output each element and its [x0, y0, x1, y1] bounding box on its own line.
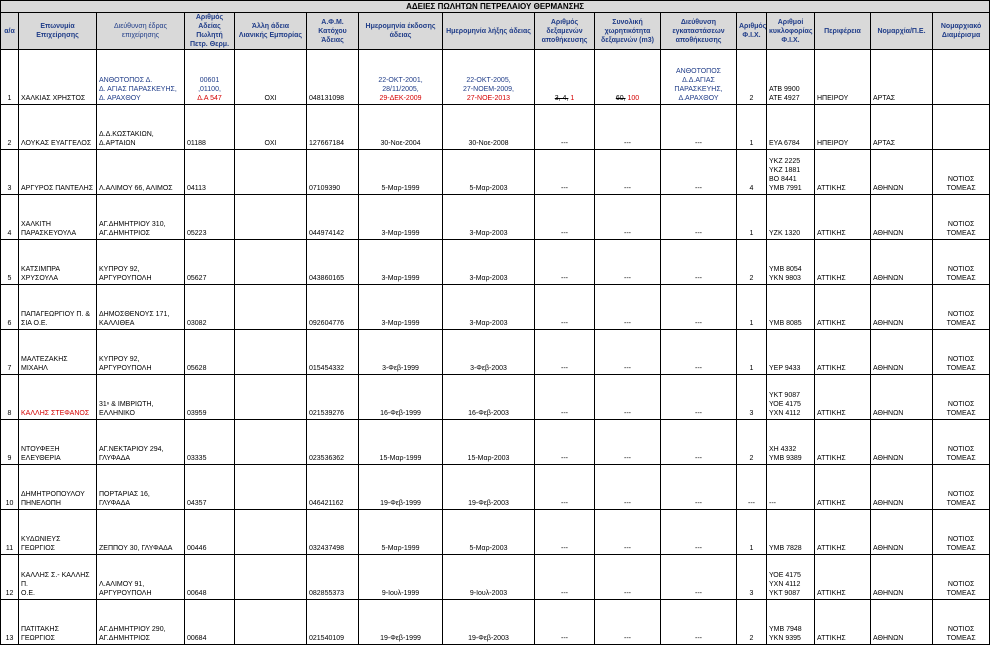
- header-cell: α/α: [1, 13, 19, 50]
- issue-date: 3-Μαρ-1999: [359, 240, 443, 285]
- license-number: 00601 ,01100, Δ.Α 547: [185, 50, 235, 105]
- company-name: ΠΑΤΙΤΑΚΗΣ ΓΕΩΡΓΙΟΣ: [19, 600, 97, 645]
- afm: 023536362: [307, 420, 359, 465]
- company-address: ΑΓ.ΝΕΚΤΑΡΙΟΥ 294, ΓΛΥΦΑΔΑ: [97, 420, 185, 465]
- row-number: 2: [1, 105, 19, 150]
- tanks-count: ---: [535, 105, 595, 150]
- license-number: 03335: [185, 420, 235, 465]
- fix-plates: ΑΤΒ 9900 ΑΤΕ 4927: [767, 50, 815, 105]
- fix-count: 1: [737, 285, 767, 330]
- region: ΑΤΤΙΚΗΣ: [815, 420, 871, 465]
- fix-plates: ΥΟΕ 4175 ΥΧΝ 4112 ΥΚΤ 9087: [767, 555, 815, 600]
- fix-plates: ΥΖΚ 1320: [767, 195, 815, 240]
- company-name: ΚΥΔΩΝΙΕΥΣ ΓΕΩΡΓΙΟΣ: [19, 510, 97, 555]
- facility-address: ---: [661, 285, 737, 330]
- region: ΑΤΤΙΚΗΣ: [815, 600, 871, 645]
- header-cell: Αριθμός δεξαμενών αποθήκευσης: [535, 13, 595, 50]
- company-name: ΚΑΤΣΙΜΠΡΑ ΧΡΥΣΟΥΛΑ: [19, 240, 97, 285]
- tank-capacity: ---: [595, 375, 661, 420]
- issue-date: 30-Νοε-2004: [359, 105, 443, 150]
- fix-count: 3: [737, 555, 767, 600]
- district: ΝΟΤΙΟΣ ΤΟΜΕΑΣ: [933, 510, 990, 555]
- issue-date: 15-Μαρ-1999: [359, 420, 443, 465]
- expiry-date: 5-Μαρ-2003: [443, 150, 535, 195]
- fix-plates: ΥΜΒ 8054 ΥΚΝ 9803: [767, 240, 815, 285]
- license-number: 00446: [185, 510, 235, 555]
- company-name: ΔΗΜΗΤΡΟΠΟΥΛΟΥ ΠΗΝΕΛΟΠΗ: [19, 465, 97, 510]
- district: ΝΟΤΙΟΣ ΤΟΜΕΑΣ: [933, 555, 990, 600]
- fix-count: 2: [737, 50, 767, 105]
- table-row: [1, 105, 990, 150]
- fix-count: 1: [737, 195, 767, 240]
- expiry-date: 19-Φεβ-2003: [443, 600, 535, 645]
- fix-count: 2: [737, 420, 767, 465]
- facility-address: ---: [661, 105, 737, 150]
- license-number: 05627: [185, 240, 235, 285]
- tank-capacity: ---: [595, 555, 661, 600]
- license-number: 01188: [185, 105, 235, 150]
- other-license: [235, 240, 307, 285]
- prefecture: ΑΘΗΝΩΝ: [871, 285, 933, 330]
- issue-date: 3-Φεβ-1999: [359, 330, 443, 375]
- fix-count: 1: [737, 105, 767, 150]
- afm: 021539276: [307, 375, 359, 420]
- tanks-count: ---: [535, 240, 595, 285]
- prefecture: ΑΘΗΝΩΝ: [871, 555, 933, 600]
- other-license: [235, 555, 307, 600]
- issue-date: 3-Μαρ-1999: [359, 195, 443, 240]
- table-row: [1, 465, 990, 510]
- company-name: ΧΑΛΚΙΤΗ ΠΑΡΑΣΚΕΥΟΥΛΑ: [19, 195, 97, 240]
- region: ΑΤΤΙΚΗΣ: [815, 375, 871, 420]
- region: ΑΤΤΙΚΗΣ: [815, 150, 871, 195]
- row-number: 13: [1, 600, 19, 645]
- other-license: [235, 330, 307, 375]
- header-row: [1, 13, 990, 50]
- issue-date: 3-Μαρ-1999: [359, 285, 443, 330]
- issue-date: 16-Φεβ-1999: [359, 375, 443, 420]
- header-cell: Συνολική χωρητικότητα δεξαμενών (m3): [595, 13, 661, 50]
- row-number: 8: [1, 375, 19, 420]
- other-license: [235, 465, 307, 510]
- prefecture: ΑΘΗΝΩΝ: [871, 510, 933, 555]
- license-number: 00648: [185, 555, 235, 600]
- header-cell: Αριθμός Φ.Ι.Χ.: [737, 13, 767, 50]
- prefecture: ΑΡΤΑΣ: [871, 105, 933, 150]
- tank-capacity: ---: [595, 420, 661, 465]
- company-name: ΚΑΛΛΗΣ ΣΤΕΦΑΝΟΣ: [19, 375, 97, 420]
- header-cell: Επωνυμία Επιχείρησης: [19, 13, 97, 50]
- header-cell: Διεύθυνση έδρας επιχείρησης: [97, 13, 185, 50]
- table-row: [1, 510, 990, 555]
- other-license: [235, 195, 307, 240]
- afm: 043860165: [307, 240, 359, 285]
- other-license: [235, 510, 307, 555]
- fix-count: 2: [737, 240, 767, 285]
- table-row: [1, 375, 990, 420]
- issue-date: 19-Φεβ-1999: [359, 465, 443, 510]
- facility-address: ---: [661, 510, 737, 555]
- district: ΝΟΤΙΟΣ ΤΟΜΕΑΣ: [933, 375, 990, 420]
- prefecture: ΑΘΗΝΩΝ: [871, 420, 933, 465]
- afm: 082855373: [307, 555, 359, 600]
- prefecture: ΑΘΗΝΩΝ: [871, 240, 933, 285]
- expiry-date: 15-Μαρ-2003: [443, 420, 535, 465]
- tanks-count: ---: [535, 375, 595, 420]
- facility-address: ---: [661, 195, 737, 240]
- expiry-date: 22-ΟΚΤ-2005, 27-ΝΟΕΜ-2009, 27-ΝΟΕ-2013: [443, 50, 535, 105]
- afm: 021540109: [307, 600, 359, 645]
- row-number: 5: [1, 240, 19, 285]
- expiry-date: 16-Φεβ-2003: [443, 375, 535, 420]
- license-number: 05628: [185, 330, 235, 375]
- district: ΝΟΤΙΟΣ ΤΟΜΕΑΣ: [933, 240, 990, 285]
- fix-count: 2: [737, 600, 767, 645]
- facility-address: ---: [661, 420, 737, 465]
- license-number: 04113: [185, 150, 235, 195]
- prefecture: ΑΘΗΝΩΝ: [871, 330, 933, 375]
- tank-capacity: 60, 100: [595, 50, 661, 105]
- company-name: ΚΑΛΛΗΣ Σ.- ΚΑΛΛΗΣ Π. Ο.Ε.: [19, 555, 97, 600]
- district: ΝΟΤΙΟΣ ΤΟΜΕΑΣ: [933, 195, 990, 240]
- expiry-date: 30-Νοε-2008: [443, 105, 535, 150]
- region: ΑΤΤΙΚΗΣ: [815, 465, 871, 510]
- tanks-count: 3, 4, 1: [535, 50, 595, 105]
- row-number: 3: [1, 150, 19, 195]
- company-name: ΝΤΟΥΦΕΞΗ ΕΛΕΥΘΕΡΙΑ: [19, 420, 97, 465]
- region: ΑΤΤΙΚΗΣ: [815, 285, 871, 330]
- company-address: 31ⁿ & ΙΜΒΡΙΩΤΗ, ΕΛΛΗΝΙΚΟ: [97, 375, 185, 420]
- fix-plates: ΥΚΖ 2225 ΥΚΖ 1881 ΒΟ 8441 ΥΜΒ 7991: [767, 150, 815, 195]
- tanks-count: ---: [535, 285, 595, 330]
- region: ΗΠΕΙΡΟΥ: [815, 105, 871, 150]
- fix-plates: ΕΥΑ 6784: [767, 105, 815, 150]
- expiry-date: 19-Φεβ-2003: [443, 465, 535, 510]
- afm: 044974142: [307, 195, 359, 240]
- tank-capacity: ---: [595, 510, 661, 555]
- row-number: 4: [1, 195, 19, 240]
- fix-plates: ΥΜΒ 7948 ΥΚΝ 9395: [767, 600, 815, 645]
- tanks-count: ---: [535, 555, 595, 600]
- district: ΝΟΤΙΟΣ ΤΟΜΕΑΣ: [933, 600, 990, 645]
- prefecture: ΑΘΗΝΩΝ: [871, 600, 933, 645]
- district: ΝΟΤΙΟΣ ΤΟΜΕΑΣ: [933, 420, 990, 465]
- license-number: 03959: [185, 375, 235, 420]
- expiry-date: 5-Μαρ-2003: [443, 510, 535, 555]
- district: ΝΟΤΙΟΣ ΤΟΜΕΑΣ: [933, 465, 990, 510]
- company-name: ΠΑΠΑΓΕΩΡΓΙΟΥ Π. & ΣΙΑ Ο.Ε.: [19, 285, 97, 330]
- fix-count: 1: [737, 330, 767, 375]
- table-row: [1, 285, 990, 330]
- fix-plates: ΥΚΤ 9087 ΥΟΕ 4175 ΥΧΝ 4112: [767, 375, 815, 420]
- tank-capacity: ---: [595, 150, 661, 195]
- header-cell: Ημερομηνία λήξης άδειας: [443, 13, 535, 50]
- afm: 015454332: [307, 330, 359, 375]
- company-address: ΚΥΠΡΟΥ 92, ΑΡΓΥΡΟΥΠΟΛΗ: [97, 240, 185, 285]
- table-row: [1, 50, 990, 105]
- table-row: [1, 240, 990, 285]
- fix-plates: ---: [767, 465, 815, 510]
- header-cell: Νομαρχιακό Διαμέρισμα: [933, 13, 990, 50]
- company-address: ΖΕΠΠΟΥ 30, ΓΛΥΦΑΔΑ: [97, 510, 185, 555]
- prefecture: ΑΡΤΑΣ: [871, 50, 933, 105]
- district: ΝΟΤΙΟΣ ΤΟΜΕΑΣ: [933, 285, 990, 330]
- region: ΑΤΤΙΚΗΣ: [815, 195, 871, 240]
- tanks-count: ---: [535, 195, 595, 240]
- tanks-count: ---: [535, 465, 595, 510]
- fix-plates: ΥΜΒ 7828: [767, 510, 815, 555]
- company-name: ΜΑΛΤΕΖΑΚΗΣ ΜΙΧΑΗΛ: [19, 330, 97, 375]
- issue-date: 5-Μαρ-1999: [359, 510, 443, 555]
- tank-capacity: ---: [595, 195, 661, 240]
- issue-date: 5-Μαρ-1999: [359, 150, 443, 195]
- row-number: 9: [1, 420, 19, 465]
- table-title: ΑΔΕΙΕΣ ΠΩΛΗΤΩΝ ΠΕΤΡΕΛΑΙΟΥ ΘΕΡΜΑΝΣΗΣ: [1, 1, 990, 13]
- company-address: Λ.ΑΛΙΜΟΥ 66, ΑΛΙΜΟΣ: [97, 150, 185, 195]
- expiry-date: 9-Ιουλ-2003: [443, 555, 535, 600]
- fix-count: ---: [737, 465, 767, 510]
- other-license: [235, 420, 307, 465]
- table-row: [1, 420, 990, 465]
- row-number: 12: [1, 555, 19, 600]
- other-license: [235, 285, 307, 330]
- prefecture: ΑΘΗΝΩΝ: [871, 375, 933, 420]
- header-cell: Αριθμός Αδείας Πωλητή Πετρ. Θερμ.: [185, 13, 235, 50]
- company-address: ΠΟΡΤΑΡΙΑΣ 16, ΓΛΥΦΑΔΑ: [97, 465, 185, 510]
- license-number: 03082: [185, 285, 235, 330]
- issue-date: 19-Φεβ-1999: [359, 600, 443, 645]
- tank-capacity: ---: [595, 465, 661, 510]
- tank-capacity: ---: [595, 285, 661, 330]
- region: ΗΠΕΙΡΟΥ: [815, 50, 871, 105]
- issue-date: 9-Ιουλ-1999: [359, 555, 443, 600]
- facility-address: ΑΝΘΟΤΟΠΟΣ Δ.Δ.ΑΓΙΑΣ ΠΑΡΑΣΚΕΥΗΣ, Δ.ΑΡΑΧΘΟΥ: [661, 50, 737, 105]
- license-number: 00684: [185, 600, 235, 645]
- company-name: ΛΟΥΚΑΣ ΕΥΑΓΓΕΛΟΣ: [19, 105, 97, 150]
- company-name: ΑΡΓΥΡΟΣ ΠΑΝΤΕΛΗΣ: [19, 150, 97, 195]
- district: ΝΟΤΙΟΣ ΤΟΜΕΑΣ: [933, 150, 990, 195]
- expiry-date: 3-Φεβ-2003: [443, 330, 535, 375]
- company-address: ΑΓ.ΔΗΜΗΤΡΙΟΥ 310, ΑΓ.ΔΗΜΗΤΡΙΟΣ: [97, 195, 185, 240]
- company-address: ΑΝΘΟΤΟΠΟΣ Δ. Δ. ΑΓΙΑΣ ΠΑΡΑΣΚΕΥΗΣ, Δ. ΑΡΑΧΘΟΥ: [97, 50, 185, 105]
- expiry-date: 3-Μαρ-2003: [443, 285, 535, 330]
- table-row: [1, 150, 990, 195]
- fix-count: 4: [737, 150, 767, 195]
- issue-date: 22-ΟΚΤ-2001, 28/11/2005, 29-ΔΕΚ-2009: [359, 50, 443, 105]
- afm: 127667184: [307, 105, 359, 150]
- fix-count: 1: [737, 510, 767, 555]
- tank-capacity: ---: [595, 105, 661, 150]
- region: ΑΤΤΙΚΗΣ: [815, 240, 871, 285]
- tanks-count: ---: [535, 600, 595, 645]
- company-address: ΚΥΠΡΟΥ 92, ΑΡΓΥΡΟΥΠΟΛΗ: [97, 330, 185, 375]
- other-license: [235, 600, 307, 645]
- expiry-date: 3-Μαρ-2003: [443, 240, 535, 285]
- other-license: [235, 150, 307, 195]
- company-name: ΧΑΛΚΙΑΣ ΧΡΗΣΤΟΣ: [19, 50, 97, 105]
- tank-capacity: ---: [595, 600, 661, 645]
- header-cell: Νομαρχία/Π.Ε.: [871, 13, 933, 50]
- tanks-count: ---: [535, 510, 595, 555]
- row-number: 6: [1, 285, 19, 330]
- afm: 092604776: [307, 285, 359, 330]
- row-number: 7: [1, 330, 19, 375]
- header-cell: Διεύθυνση εγκαταστάσεων αποθήκευσης: [661, 13, 737, 50]
- region: ΑΤΤΙΚΗΣ: [815, 510, 871, 555]
- other-license: ΟΧΙ: [235, 50, 307, 105]
- company-address: Λ.ΑΛΙΜΟΥ 91, ΑΡΓΥΡΟΥΠΟΛΗ: [97, 555, 185, 600]
- other-license: ΟΧΙ: [235, 105, 307, 150]
- company-address: Δ.Δ.ΚΩΣΤΑΚΙΩΝ, Δ.ΑΡΤΑΙΩΝ: [97, 105, 185, 150]
- table-row: [1, 555, 990, 600]
- fix-plates: ΥΕΡ 9433: [767, 330, 815, 375]
- fix-plates: ΥΜΒ 8085: [767, 285, 815, 330]
- district: [933, 105, 990, 150]
- tanks-count: ---: [535, 150, 595, 195]
- fix-count: 3: [737, 375, 767, 420]
- license-number: 05223: [185, 195, 235, 240]
- afm: 046421162: [307, 465, 359, 510]
- afm: 032437498: [307, 510, 359, 555]
- row-number: 1: [1, 50, 19, 105]
- region: ΑΤΤΙΚΗΣ: [815, 330, 871, 375]
- facility-address: ---: [661, 150, 737, 195]
- prefecture: ΑΘΗΝΩΝ: [871, 465, 933, 510]
- header-cell: Αριθμοί κυκλοφορίας Φ.Ι.Χ.: [767, 13, 815, 50]
- facility-address: ---: [661, 600, 737, 645]
- region: ΑΤΤΙΚΗΣ: [815, 555, 871, 600]
- header-cell: Ημερομηνία έκδοσης άδειας: [359, 13, 443, 50]
- tanks-count: ---: [535, 420, 595, 465]
- header-cell: Περιφέρεια: [815, 13, 871, 50]
- afm: 048131098: [307, 50, 359, 105]
- table-row: [1, 600, 990, 645]
- company-address: ΔΗΜΟΣΘΕΝΟΥΣ 171, ΚΑΛΛΙΘΕΑ: [97, 285, 185, 330]
- expiry-date: 3-Μαρ-2003: [443, 195, 535, 240]
- prefecture: ΑΘΗΝΩΝ: [871, 195, 933, 240]
- header-cell: Α.Φ.Μ. Κατόχου Άδειας: [307, 13, 359, 50]
- facility-address: ---: [661, 465, 737, 510]
- tank-capacity: ---: [595, 240, 661, 285]
- afm: 07109390: [307, 150, 359, 195]
- tanks-count: ---: [535, 330, 595, 375]
- facility-address: ---: [661, 330, 737, 375]
- fix-plates: ΧΗ 4332 ΥΜΒ 9389: [767, 420, 815, 465]
- district: ΝΟΤΙΟΣ ΤΟΜΕΑΣ: [933, 330, 990, 375]
- other-license: [235, 375, 307, 420]
- prefecture: ΑΘΗΝΩΝ: [871, 150, 933, 195]
- header-cell: Άλλη άδεια Λιανικής Εμπορίας: [235, 13, 307, 50]
- company-address: ΑΓ.ΔΗΜΗΤΡΙΟΥ 290, ΑΓ.ΔΗΜΗΤΡΙΟΣ: [97, 600, 185, 645]
- district: [933, 50, 990, 105]
- facility-address: ---: [661, 240, 737, 285]
- facility-address: ---: [661, 375, 737, 420]
- row-number: 11: [1, 510, 19, 555]
- license-number: 04357: [185, 465, 235, 510]
- row-number: 10: [1, 465, 19, 510]
- table-row: [1, 330, 990, 375]
- tank-capacity: ---: [595, 330, 661, 375]
- facility-address: ---: [661, 555, 737, 600]
- table-row: [1, 195, 990, 240]
